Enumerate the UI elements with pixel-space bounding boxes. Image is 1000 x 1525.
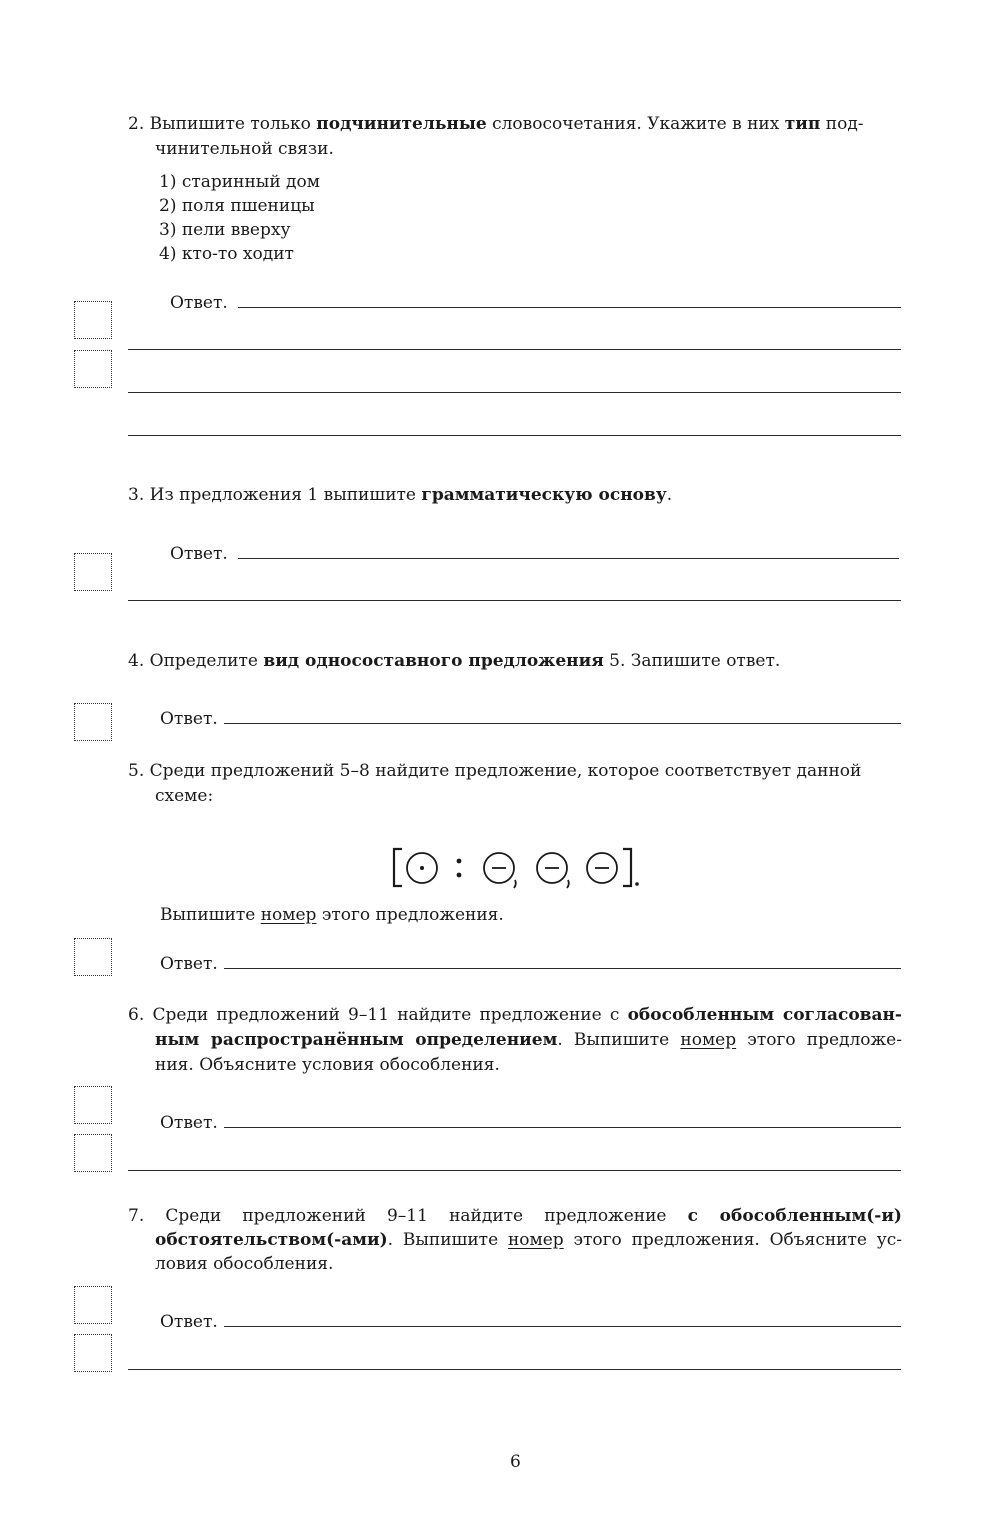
left-bracket: [394, 849, 402, 886]
period: [635, 882, 639, 886]
score-box[interactable]: [74, 1134, 112, 1172]
q7-number: 7.: [128, 1206, 145, 1226]
answer-line[interactable]: [128, 349, 901, 350]
q6-number: 6.: [128, 1005, 145, 1025]
score-box[interactable]: [74, 703, 112, 741]
score-box[interactable]: [74, 1086, 112, 1124]
q5-answer-label: Ответ.: [160, 954, 218, 974]
q5-text-line2: схеме:: [155, 786, 214, 806]
score-box[interactable]: [74, 1334, 112, 1372]
q2-answer-label: Ответ.: [170, 293, 228, 313]
q6-text-line1: 6. Среди предложений 9–11 найдите предложение с обособленным согласован-: [128, 1005, 902, 1025]
score-box[interactable]: [74, 350, 112, 388]
q7-text-line2: обстоятельством(-ами). Выпишите номер этого предложения. Объясните ус-: [155, 1230, 903, 1250]
answer-line[interactable]: [128, 435, 901, 436]
q2-text-line1: 2. Выпишите только подчинительные словосочетания. Укажите в них тип под-: [128, 114, 864, 134]
answer-line[interactable]: [224, 968, 901, 969]
q3-text: 3. Из предложения 1 выпишите грамматическую основу.: [128, 485, 673, 505]
q6-answer-label: Ответ.: [160, 1113, 218, 1133]
q6-text-line3: ния. Объясните условия обособления.: [155, 1055, 500, 1075]
sentence-scheme: [388, 840, 648, 900]
answer-line[interactable]: [238, 307, 901, 308]
answer-line[interactable]: [128, 600, 901, 601]
q4-answer-label: Ответ.: [160, 709, 218, 729]
score-box[interactable]: [74, 1286, 112, 1324]
q7-text-line1: 7. Среди предложений 9–11 найдите предложение с обособленным(-и): [128, 1206, 902, 1226]
answer-line[interactable]: [128, 392, 901, 393]
q6-text-line2: ным распространённым определением. Выпишите номер этого предложе-: [155, 1030, 902, 1050]
comma: [514, 880, 516, 888]
q4-number: 4.: [128, 651, 145, 671]
colon-dot: [457, 873, 462, 878]
score-box[interactable]: [74, 301, 112, 339]
answer-line[interactable]: [128, 1369, 901, 1370]
q7-text-line3: ловия обособления.: [155, 1254, 334, 1274]
q3-number: 3.: [128, 485, 145, 505]
q2-option: 1) старинный дом: [159, 172, 320, 192]
score-box[interactable]: [74, 938, 112, 976]
answer-line[interactable]: [224, 723, 901, 724]
answer-line[interactable]: [128, 1170, 901, 1171]
q7-answer-label: Ответ.: [160, 1312, 218, 1332]
q2-option: 3) пели вверху: [159, 220, 291, 240]
answer-line[interactable]: [224, 1326, 901, 1327]
score-box[interactable]: [74, 553, 112, 591]
q2-option: 2) поля пшеницы: [159, 196, 315, 216]
answer-line[interactable]: [238, 558, 899, 559]
q5-text-line1: 5. Среди предложений 5–8 найдите предложение, которое соответствует данной: [128, 761, 862, 781]
answer-line[interactable]: [224, 1127, 901, 1128]
comma: [567, 880, 569, 888]
q5-number: 5.: [128, 761, 145, 781]
q2-text-line2: чинительной связи.: [155, 139, 334, 159]
q2-option: 4) кто-то ходит: [159, 244, 294, 264]
page-number: 6: [510, 1452, 521, 1472]
q3-answer-label: Ответ.: [170, 544, 228, 564]
q4-text: 4. Определите вид односоставного предложения 5. Запишите ответ.: [128, 651, 781, 671]
q2-number: 2.: [128, 114, 145, 134]
right-bracket: [623, 849, 631, 886]
q5-instruction: Выпишите номер этого предложения.: [160, 905, 504, 925]
colon-dot: [457, 859, 462, 864]
